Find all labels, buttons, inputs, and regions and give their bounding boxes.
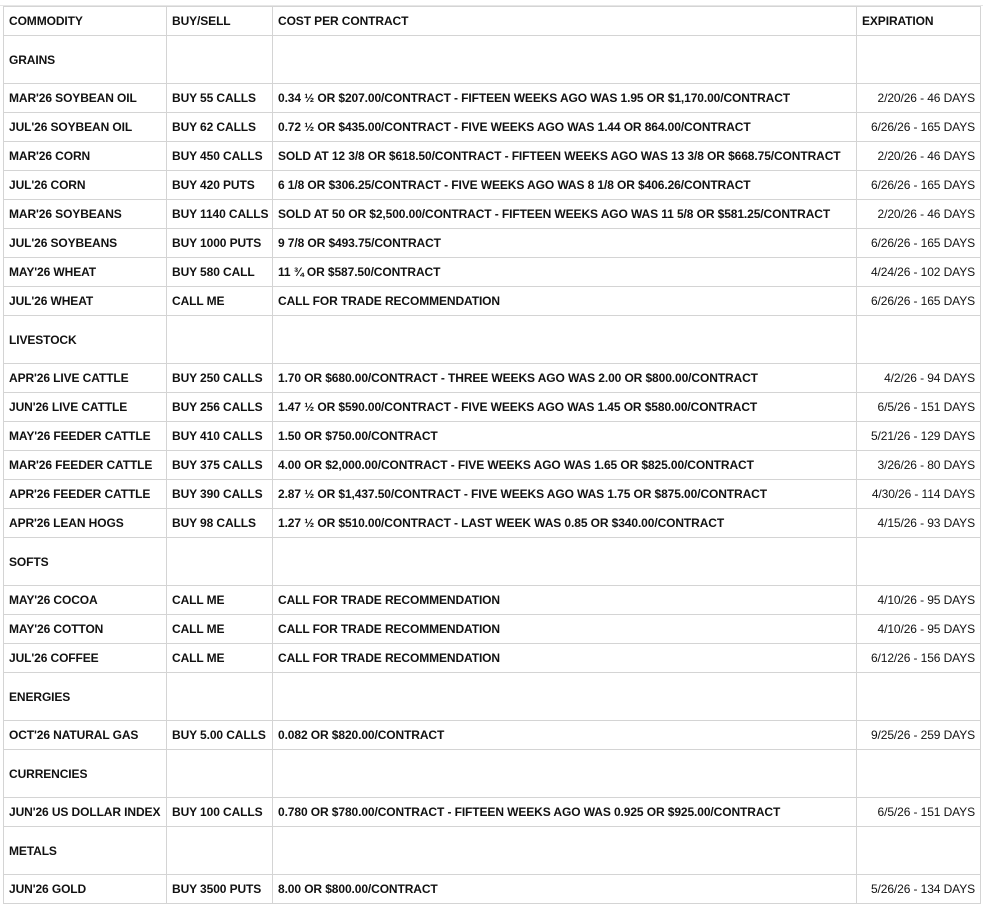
action-cell: CALL ME (167, 615, 273, 644)
table-row (4, 393, 981, 422)
commodity-cell: MAY'26 FEEDER CATTLE (4, 422, 167, 451)
cost-cell: 11 ¾ OR $587.50/CONTRACT (273, 258, 857, 287)
expiration-cell: 4/30/26 - 114 DAYS (857, 480, 981, 509)
cost-cell: SOLD AT 50 OR $2,500.00/CONTRACT - FIFTEEN WEEKS AGO WAS 11 5/8 OR $581.25/CONTRACT (273, 200, 857, 229)
section-empty (167, 538, 273, 586)
cost-cell: 8.00 OR $800.00/CONTRACT (273, 875, 857, 904)
commodity-cell: JUN'26 GOLD (4, 875, 167, 904)
section-empty (167, 673, 273, 721)
section-empty (273, 36, 857, 84)
table-row (4, 258, 981, 287)
commodity-cell: MAY'26 COTTON (4, 615, 167, 644)
commodity-cell: APR'26 LEAN HOGS (4, 509, 167, 538)
action-cell: BUY 1000 PUTS (167, 229, 273, 258)
expiration-cell: 2/20/26 - 46 DAYS (857, 200, 981, 229)
header-row (4, 7, 981, 36)
cost-cell: 1.27 ½ OR $510.00/CONTRACT - LAST WEEK WAS 0.85 OR $340.00/CONTRACT (273, 509, 857, 538)
table-row (4, 875, 981, 904)
cost-cell: 1.47 ½ OR $590.00/CONTRACT - FIVE WEEKS AGO WAS 1.45 OR $580.00/CONTRACT (273, 393, 857, 422)
expiration-cell: 4/24/26 - 102 DAYS (857, 258, 981, 287)
section-empty (857, 827, 981, 875)
action-cell: BUY 55 CALLS (167, 84, 273, 113)
section-empty (857, 673, 981, 721)
expiration-cell: 6/26/26 - 165 DAYS (857, 229, 981, 258)
action-cell: BUY 256 CALLS (167, 393, 273, 422)
commodity-cell: JUN'26 US DOLLAR INDEX (4, 798, 167, 827)
expiration-cell: 4/10/26 - 95 DAYS (857, 586, 981, 615)
table-row (4, 229, 981, 258)
expiration-cell: 6/5/26 - 151 DAYS (857, 798, 981, 827)
action-cell: BUY 98 CALLS (167, 509, 273, 538)
section-row (4, 750, 981, 798)
expiration-cell: 6/5/26 - 151 DAYS (857, 393, 981, 422)
cost-cell: 1.50 OR $750.00/CONTRACT (273, 422, 857, 451)
header-buy-sell: BUY/SELL (167, 7, 273, 36)
table-row (4, 480, 981, 509)
commodity-cell: JUL'26 WHEAT (4, 287, 167, 316)
cost-cell: SOLD AT 12 3/8 OR $618.50/CONTRACT - FIFTEEN WEEKS AGO WAS 13 3/8 OR $668.75/CONTRACT (273, 142, 857, 171)
table-row (4, 113, 981, 142)
expiration-cell: 6/26/26 - 165 DAYS (857, 171, 981, 200)
action-cell: BUY 375 CALLS (167, 451, 273, 480)
table-row (4, 615, 981, 644)
action-cell: BUY 390 CALLS (167, 480, 273, 509)
table-row (4, 721, 981, 750)
table-row (4, 142, 981, 171)
section-title: CURRENCIES (4, 750, 167, 798)
header-expiration: EXPIRATION (857, 7, 981, 36)
commodity-cell: JUL'26 SOYBEAN OIL (4, 113, 167, 142)
table-row (4, 798, 981, 827)
commodity-cell: JUL'26 CORN (4, 171, 167, 200)
expiration-cell: 4/10/26 - 95 DAYS (857, 615, 981, 644)
expiration-cell: 5/26/26 - 134 DAYS (857, 875, 981, 904)
action-cell: BUY 1140 CALLS (167, 200, 273, 229)
section-empty (857, 316, 981, 364)
action-cell: BUY 450 CALLS (167, 142, 273, 171)
section-title: SOFTS (4, 538, 167, 586)
section-row (4, 673, 981, 721)
table-row (4, 422, 981, 451)
cost-cell: 9 7/8 OR $493.75/CONTRACT (273, 229, 857, 258)
cost-cell: 0.34 ½ OR $207.00/CONTRACT - FIFTEEN WEEKS AGO WAS 1.95 OR $1,170.00/CONTRACT (273, 84, 857, 113)
section-empty (167, 827, 273, 875)
section-empty (857, 750, 981, 798)
action-cell: CALL ME (167, 287, 273, 316)
commodity-cell: JUN'26 LIVE CATTLE (4, 393, 167, 422)
section-row (4, 538, 981, 586)
expiration-cell: 6/26/26 - 165 DAYS (857, 113, 981, 142)
action-cell: BUY 62 CALLS (167, 113, 273, 142)
commodity-cell: JUL'26 SOYBEANS (4, 229, 167, 258)
cost-cell: 0.082 OR $820.00/CONTRACT (273, 721, 857, 750)
section-title: ENERGIES (4, 673, 167, 721)
table-row (4, 287, 981, 316)
section-empty (167, 316, 273, 364)
section-empty (857, 538, 981, 586)
cost-cell: 2.87 ½ OR $1,437.50/CONTRACT - FIVE WEEKS AGO WAS 1.75 OR $875.00/CONTRACT (273, 480, 857, 509)
cost-cell: 1.70 OR $680.00/CONTRACT - THREE WEEKS AGO WAS 2.00 OR $800.00/CONTRACT (273, 364, 857, 393)
action-cell: BUY 420 PUTS (167, 171, 273, 200)
section-empty (273, 673, 857, 721)
table-row (4, 200, 981, 229)
expiration-cell: 5/21/26 - 129 DAYS (857, 422, 981, 451)
action-cell: BUY 410 CALLS (167, 422, 273, 451)
table-body (4, 36, 981, 904)
table-row (4, 84, 981, 113)
section-title: GRAINS (4, 36, 167, 84)
table-row (4, 171, 981, 200)
expiration-cell: 4/2/26 - 94 DAYS (857, 364, 981, 393)
commodity-cell: APR'26 LIVE CATTLE (4, 364, 167, 393)
section-title: METALS (4, 827, 167, 875)
cost-cell: CALL FOR TRADE RECOMMENDATION (273, 644, 857, 673)
cost-cell: 6 1/8 OR $306.25/CONTRACT - FIVE WEEKS AGO WAS 8 1/8 OR $406.26/CONTRACT (273, 171, 857, 200)
commodity-cell: MAY'26 COCOA (4, 586, 167, 615)
section-empty (857, 36, 981, 84)
expiration-cell: 2/20/26 - 46 DAYS (857, 84, 981, 113)
commodity-cell: MAR'26 SOYBEAN OIL (4, 84, 167, 113)
table-row (4, 364, 981, 393)
trade-table-container (3, 6, 980, 904)
commodity-cell: MAY'26 WHEAT (4, 258, 167, 287)
table-row (4, 509, 981, 538)
expiration-cell: 3/26/26 - 80 DAYS (857, 451, 981, 480)
section-empty (273, 538, 857, 586)
commodity-cell: MAR'26 SOYBEANS (4, 200, 167, 229)
section-row (4, 36, 981, 84)
action-cell: CALL ME (167, 586, 273, 615)
section-title: LIVESTOCK (4, 316, 167, 364)
expiration-cell: 2/20/26 - 46 DAYS (857, 142, 981, 171)
expiration-cell: 9/25/26 - 259 DAYS (857, 721, 981, 750)
expiration-cell: 4/15/26 - 93 DAYS (857, 509, 981, 538)
expiration-cell: 6/12/26 - 156 DAYS (857, 644, 981, 673)
action-cell: BUY 100 CALLS (167, 798, 273, 827)
table-row (4, 451, 981, 480)
action-cell: CALL ME (167, 644, 273, 673)
cost-cell: CALL FOR TRADE RECOMMENDATION (273, 586, 857, 615)
action-cell: BUY 3500 PUTS (167, 875, 273, 904)
cost-cell: 0.780 OR $780.00/CONTRACT - FIFTEEN WEEKS AGO WAS 0.925 OR $925.00/CONTRACT (273, 798, 857, 827)
cost-cell: CALL FOR TRADE RECOMMENDATION (273, 287, 857, 316)
action-cell: BUY 250 CALLS (167, 364, 273, 393)
section-row (4, 827, 981, 875)
header-cost: COST PER CONTRACT (273, 7, 857, 36)
commodity-cell: OCT'26 NATURAL GAS (4, 721, 167, 750)
action-cell: BUY 5.00 CALLS (167, 721, 273, 750)
section-row (4, 316, 981, 364)
commodity-cell: MAR'26 CORN (4, 142, 167, 171)
cost-cell: 4.00 OR $2,000.00/CONTRACT - FIVE WEEKS AGO WAS 1.65 OR $825.00/CONTRACT (273, 451, 857, 480)
section-empty (273, 750, 857, 798)
section-empty (167, 750, 273, 798)
section-empty (167, 36, 273, 84)
commodity-cell: JUL'26 COFFEE (4, 644, 167, 673)
cost-cell: 0.72 ½ OR $435.00/CONTRACT - FIVE WEEKS AGO WAS 1.44 OR 864.00/CONTRACT (273, 113, 857, 142)
expiration-cell: 6/26/26 - 165 DAYS (857, 287, 981, 316)
table-row (4, 586, 981, 615)
table-row (4, 644, 981, 673)
header-commodity: COMMODITY (4, 7, 167, 36)
commodity-cell: APR'26 FEEDER CATTLE (4, 480, 167, 509)
commodity-cell: MAR'26 FEEDER CATTLE (4, 451, 167, 480)
trade-recommendations-table (3, 6, 981, 904)
cost-cell: CALL FOR TRADE RECOMMENDATION (273, 615, 857, 644)
section-empty (273, 827, 857, 875)
action-cell: BUY 580 CALL (167, 258, 273, 287)
section-empty (273, 316, 857, 364)
